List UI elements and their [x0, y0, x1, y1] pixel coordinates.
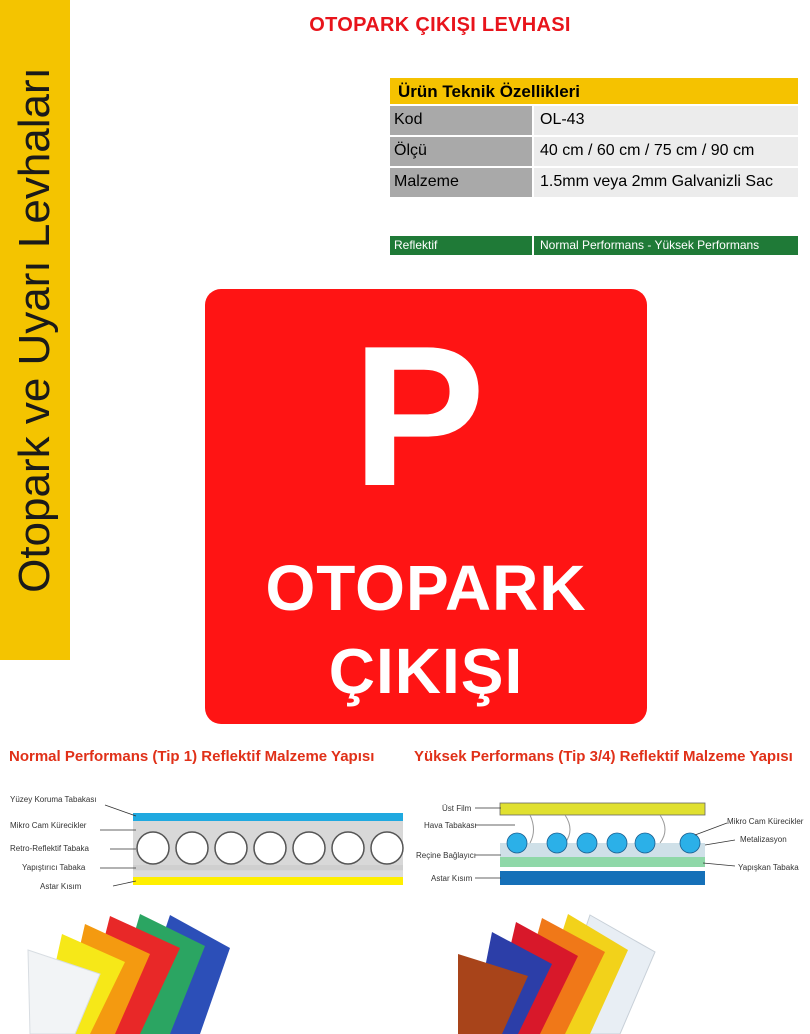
normal-label: Yapıştırıcı Tabaka [22, 863, 86, 872]
high-label: Metalizasyon [740, 835, 787, 844]
high-label: Mikro Cam Kürecikler [727, 817, 804, 826]
reflective-value: Normal Performans - Yüksek Performans [534, 236, 798, 255]
high-sheeting-swatches [450, 910, 660, 1034]
high-label: Yapışkan Tabaka [738, 863, 799, 872]
sign-line-2: ÇIKIŞI [328, 635, 524, 707]
normal-performance-title: Normal Performans (Tip 1) Reflektif Malzeme Yapısı [9, 748, 375, 765]
high-label: Hava Tabakası [424, 821, 477, 830]
spec-value: 1.5mm veya 2mm Galvanizli Sac [534, 168, 798, 197]
high-label: Üst Film [442, 804, 472, 813]
spec-table-header: Ürün Teknik Özellikleri [390, 78, 798, 106]
high-label: Reçine Bağlayıcı [416, 851, 477, 860]
spec-table [390, 78, 798, 199]
spec-row [390, 168, 798, 199]
spec-key: Malzeme [390, 168, 534, 197]
normal-label: Astar Kısım [40, 882, 82, 891]
spec-key: Ölçü [390, 137, 534, 166]
reflective-key: Reflektif [390, 236, 534, 255]
sign-letter: P [352, 305, 486, 528]
normal-label: Retro-Reflektif Tabaka [10, 844, 89, 853]
sidebar-title: Otopark ve Uyarı Levhaları [10, 67, 59, 593]
high-label: Astar Kısım [431, 874, 473, 883]
reflective-row [390, 236, 798, 255]
spec-row [390, 137, 798, 168]
page-title: OTOPARK ÇIKIŞI LEVHASI [309, 14, 571, 36]
normal-label: Yüzey Koruma Tabakası [10, 795, 97, 804]
normal-sheeting-swatches [20, 910, 235, 1034]
sign-line-1: OTOPARK [265, 552, 587, 624]
spec-value: OL-43 [534, 106, 798, 135]
sidebar-band [0, 0, 70, 660]
spec-key: Kod [390, 106, 534, 135]
spec-value: 40 cm / 60 cm / 75 cm / 90 cm [534, 137, 798, 166]
high-performance-title: Yüksek Performans (Tip 3/4) Reflektif Malzeme Yapısı [414, 748, 793, 765]
parking-exit-sign [205, 289, 647, 724]
spec-row [390, 106, 798, 137]
normal-label: Mikro Cam Kürecikler [10, 821, 87, 830]
